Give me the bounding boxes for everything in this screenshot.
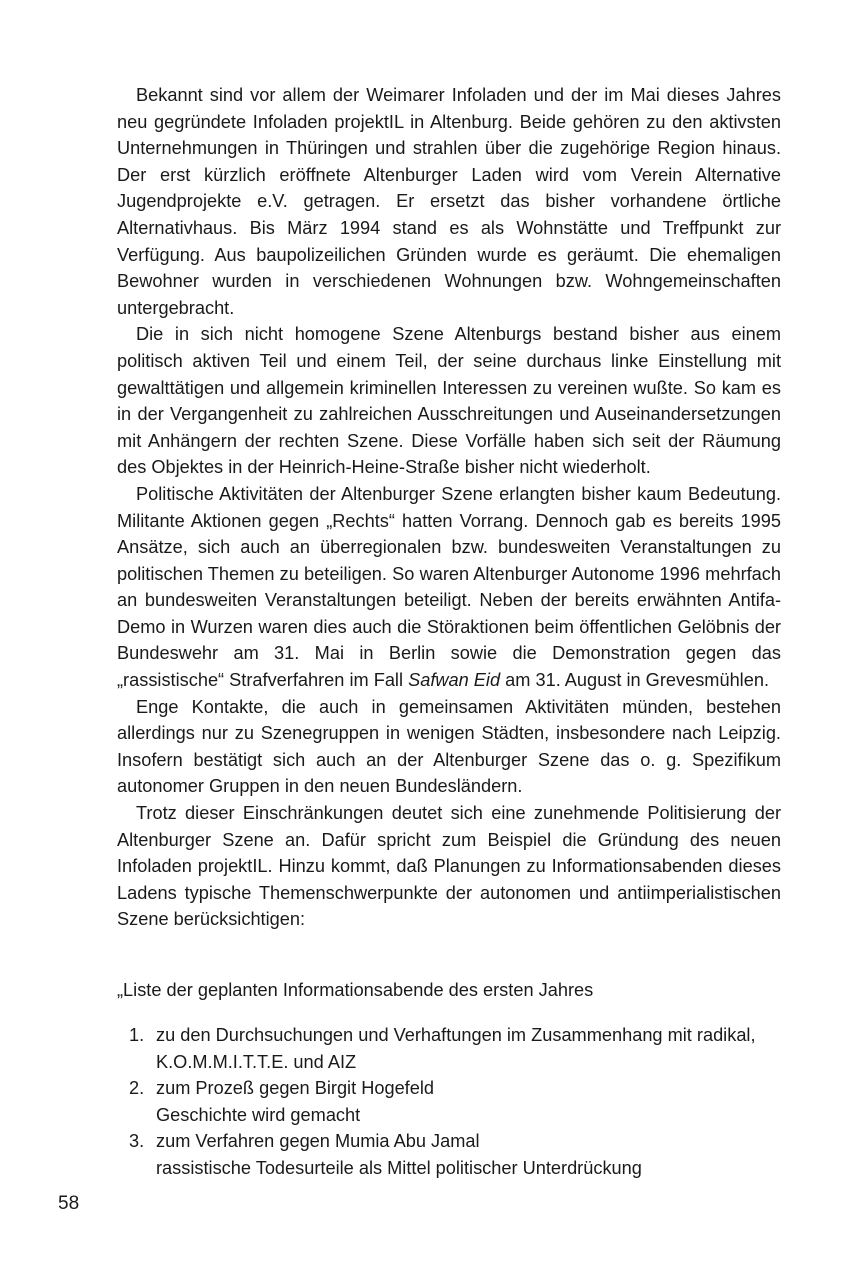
paragraph-2: Die in sich nicht homogene Szene Altenburgs bestand bisher aus einem politisch aktiven Teil und einem Teil, der seine durchaus linke Einstellung mit gewalttätigen und allgemein kriminellen Interessen zu vereinen wußte. So kam es in der Vergangenheit zu zahlreichen Ausschreitungen und Auseinandersetzungen mit Anhängern der rechten Szene. Diese Vorfälle haben sich seit der Räumung des Objektes in der Heinrich-Heine-Straße bisher nicht wiederholt. xyxy=(117,324,781,478)
list-item-text: zu den Durchsuchungen und Verhaftungen im Zusammenhang mit radikal, K.O.M.M.I.T.T.E. und AIZ xyxy=(156,1025,756,1072)
list-item-text: zum Prozeß gegen Birgit Hogefeld xyxy=(156,1078,435,1099)
list-item xyxy=(117,1075,781,1128)
body-text xyxy=(117,82,781,933)
page-number: 58 xyxy=(58,1193,80,1214)
paragraph-3-part-1: Politische Aktivitäten der Altenburger Szene erlangten bisher kaum Bedeutung. Militante Aktionen gegen „Rechts“ hatten Vorrang. Dennoch gab es bereits 1995 Ansätze, sich auch an überregionalen bzw. bundesweiten Veranstaltungen zu politischen Themen zu beteiligen. So waren Altenburger Autonome 1996 mehrfach an bundesweiten Veranstaltungen beteiligt. Neben der bereits erwähnten Antifa-Demo in Wurzen waren dies auch die Störaktionen beim öffentlichen Gelöbnis der Bundeswehr am 31. Mai in Berlin sowie die Demonstration gegen das „rassistische“ Strafverfahren im Fall xyxy=(117,483,781,691)
list-item xyxy=(117,1022,781,1075)
list-item-number: 3. xyxy=(129,1131,145,1152)
paragraph-5: Trotz dieser Einschränkungen deutet sich eine zunehmende Politisierung der Altenburger Szene an. Dafür spricht zum Beispiel die Gründung des neuen Infoladen projektIL. Hinzu kommt, daß Planungen zu Informationsabenden dieses Ladens typische Themenschwerpunkte der autonomen und antiimperialistischen Szene berücksichtigen: xyxy=(117,803,781,930)
quote-intro: „Liste der geplanten Informationsabende des ersten Jahres xyxy=(117,980,594,1000)
list-item-number: 2. xyxy=(129,1078,145,1099)
paragraph-4: Enge Kontakte, die auch in gemeinsamen Aktivitäten münden, bestehen allerdings nur zu Szenegruppen in wenigen Städten, insbesondere nach Leipzig. Insofern bestätigt sich auch an der Altenburger Szene das o. g. Spezifikum autonomer Gruppen in den neuen Bundesländern. xyxy=(117,696,781,797)
list-item xyxy=(117,1128,781,1181)
info-evenings-list xyxy=(117,1022,781,1182)
list-item-text: zum Verfahren gegen Mumia Abu Jamal xyxy=(156,1131,480,1152)
paragraph-1: Bekannt sind vor allem der Weimarer Infoladen und der im Mai dieses Jahres neu gegründete Infoladen projektIL in Altenburg. Beide gehören zu den aktivsten Unternehmungen in Thüringen und strahlen über die zugehörige Region hinaus. Der erst kürzlich eröffnete Altenburger Laden wird vom Verein Alternative Jugendprojekte e.V. getragen. Er ersetzt das bisher vorhandene örtliche Alternativhaus. Bis März 1994 stand es als Wohnstätte und Treffpunkt zur Verfügung. Aus baupolizeilichen Gründen wurde es geräumt. Die ehemaligen Bewohner wurden in verschiedenen Wohnungen bzw. Wohngemeinschaften untergebracht. xyxy=(117,85,781,318)
list-item-number: 1. xyxy=(129,1025,145,1045)
paragraph-3-part-2: am 31. August in Grevesmühlen. xyxy=(500,670,770,691)
list-item-subtitle: Geschichte wird gemacht xyxy=(156,1104,361,1125)
list-item-subtitle: rassistische Todesurteile als Mittel politischer Unterdrückung xyxy=(156,1157,642,1178)
paragraph-3-italic-name: Safwan Eid xyxy=(408,670,501,691)
paragraph-3 xyxy=(117,481,781,694)
